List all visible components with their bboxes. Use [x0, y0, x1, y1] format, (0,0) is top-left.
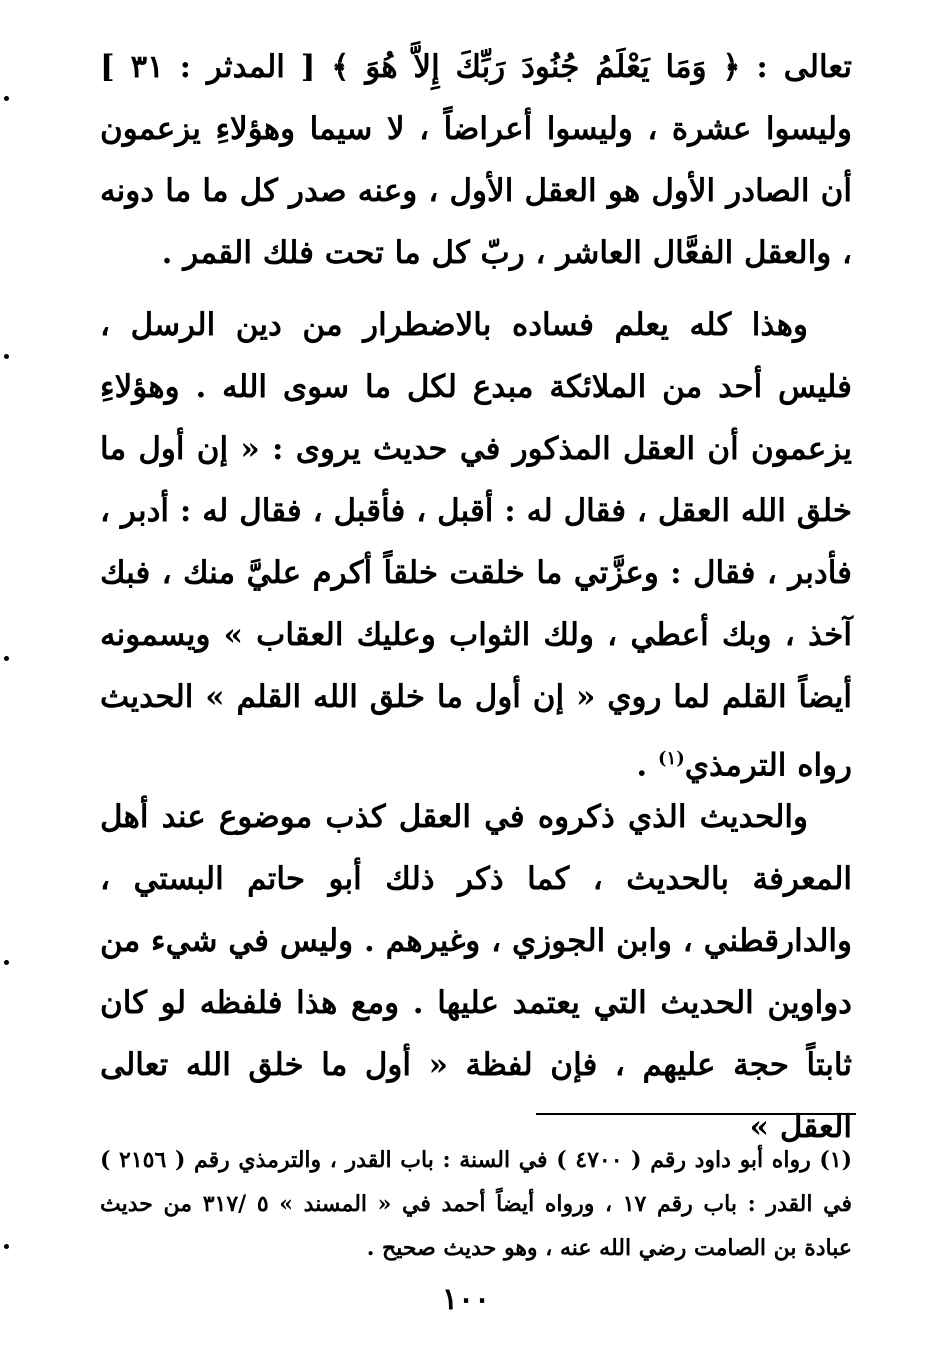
- footnote-text: (١) رواه أبو داود رقم ( ٤٧٠٠ ) في السنة : باب القدر ، والترمذي رقم ( ٢١٥٦ ) في القدر : باب رقم ١٧ ، ورواه أيضاً أحمد في « المسند » ٥ /٣١٧ من حديث عبادة بن الصامت رضي الله عنه ، وهو حديث صحيح .: [100, 1147, 852, 1261]
- paragraph-1-text: تعالى : ﴿ وَمَا يَعْلَمُ جُنُودَ رَبِّكَ إِلاَّ هُوَ ﴾ [ المدثر : ٣١ ] وليسوا عشرة ، وليسوا أعراضاً ، لا سيما وهؤلاءِ يزعمون أن الصادر الأول هو العقل الأول ، وعنه صدر كل ما ما دونه ، والعقل الفعَّال العاشر ، ربّ كل ما تحت فلك القمر .: [100, 49, 852, 271]
- scan-mark: [4, 656, 9, 661]
- footnote-reference[interactable]: (١): [658, 748, 685, 769]
- scan-mark: [4, 96, 9, 101]
- paragraph-3: [100, 786, 852, 1158]
- scan-mark: [4, 1244, 9, 1249]
- paragraph-2-end: .: [636, 747, 659, 784]
- scan-mark: [4, 354, 9, 359]
- paragraph-2-text: وهذا كله يعلم فساده بالاضطرار من دين الرسل ، فليس أحد من الملائكة مبدع لكل ما سوى الله . وهؤلاءِ يزعمون أن العقل المذكور في حديث يروى : « إن أول ما خلق الله العقل ، فقال له : أقبل ، فأقبل ، فقال له : أدبر ، فأدبر ، فقال : وعزَّتي ما خلقت خلقاً أكرم عليَّ منك ، فبك آخذ ، وبك أعطي ، ولك الثواب وعليك العقاب » ويسمونه أيضاً القلم لما روي « إن أول ما خلق الله القلم » الحديث رواه الترمذي: [100, 307, 852, 784]
- scan-mark: [4, 960, 9, 965]
- page-number: ١٠٠: [441, 1282, 491, 1317]
- paragraph-3-text: والحديث الذي ذكروه في العقل كذب موضوع عند أهل المعرفة بالحديث ، كما ذكر ذلك أبو حاتم البستي ، والدارقطني ، وابن الجوزي ، وغيرهم . وليس في شيء من دواوين الحديث التي يعتمد عليها . ومع هذا فلفظه لو كان ثابتاً حجة عليهم ، فإن لفظة « أول ما خلق الله تعالى العقل »: [100, 799, 852, 1145]
- paragraph-2: [100, 294, 852, 796]
- footnote: [100, 1138, 852, 1270]
- footnote-separator: [536, 1113, 856, 1115]
- paragraph-1: [100, 36, 852, 284]
